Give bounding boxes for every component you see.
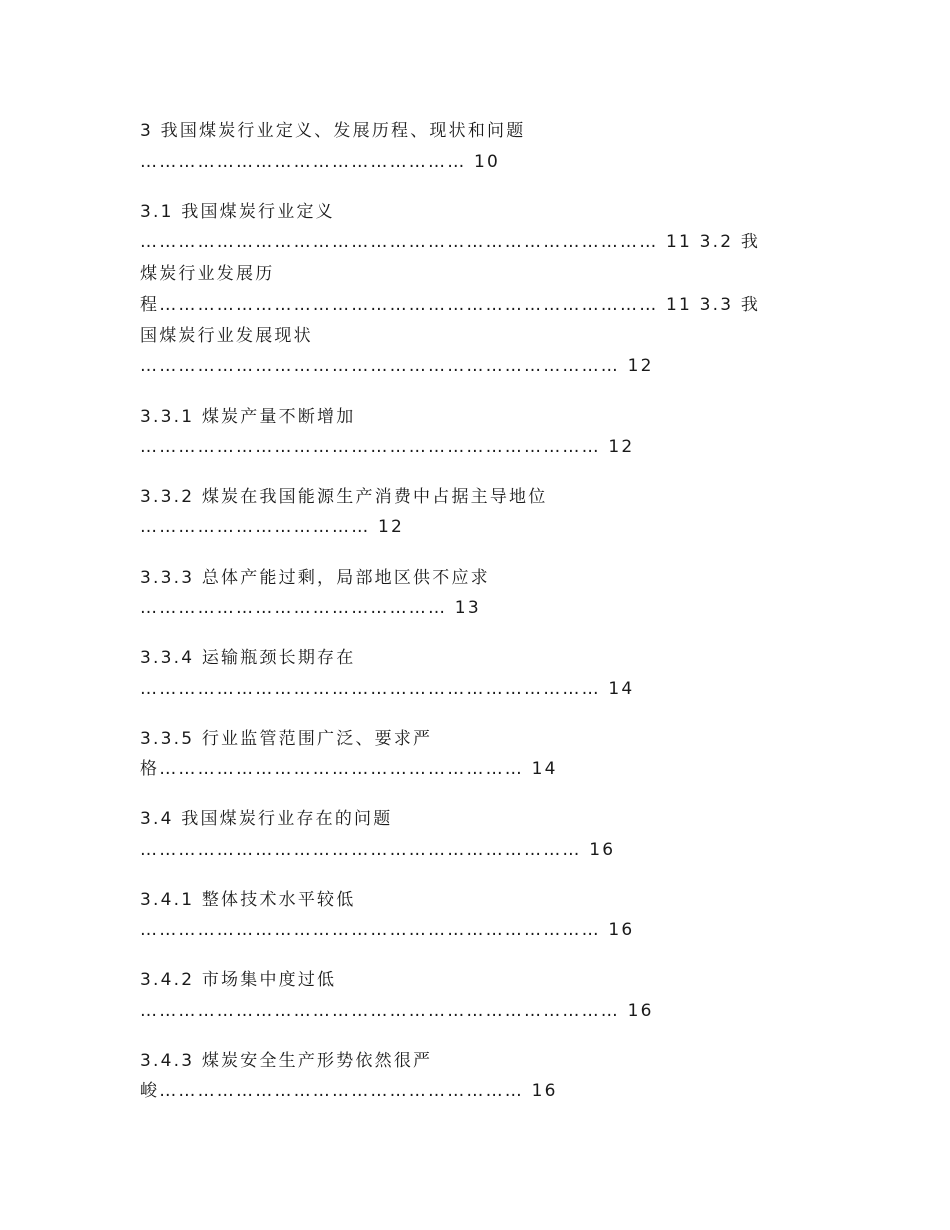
toc-line: …………………………………………… 10 [140, 152, 501, 172]
toc-line: ……………………………………………………………… 14 [140, 679, 635, 699]
toc-line: 格………………………………………………… 14 [140, 759, 558, 779]
toc-line: 3.3.1 煤炭产量不断增加 [140, 407, 356, 427]
toc-line: 3.4.2 市场集中度过低 [140, 970, 337, 990]
toc-line: ………………………………………………………………… 12 [140, 356, 654, 376]
toc-line: ………………………………………………………………… 16 [140, 1001, 654, 1021]
toc-line: 程…………………………………………………………………… 11 3.3 我 [140, 295, 761, 315]
toc-line: 峻………………………………………………… 16 [140, 1081, 558, 1101]
toc-line: 3.4.1 整体技术水平较低 [140, 890, 356, 910]
toc-line: 3.3.2 煤炭在我国能源生产消费中占据主导地位 [140, 487, 548, 507]
toc-line: 3.4.3 煤炭安全生产形势依然很严 [140, 1051, 433, 1071]
toc-line: 3.3.4 运输瓶颈长期存在 [140, 648, 356, 668]
toc-line: 国煤炭行业发展现状 [140, 326, 313, 346]
toc-line: ……………………………………………………………… 16 [140, 920, 635, 940]
toc-line: …………………………………………………………… 16 [140, 840, 616, 860]
toc-line: 3 我国煤炭行业定义、发展历程、现状和问题 [140, 121, 526, 141]
toc-line: 煤炭行业发展历 [140, 264, 275, 284]
toc-line: ……………………………… 12 [140, 517, 405, 537]
toc-line: 3.3.5 行业监管范围广泛、要求严 [140, 729, 433, 749]
toc-line: ……………………………………………………………… 12 [140, 437, 635, 457]
toc-line: 3.1 我国煤炭行业定义 [140, 202, 335, 222]
toc-line: 3.4 我国煤炭行业存在的问题 [140, 809, 393, 829]
toc-line: 3.3.3 总体产能过剩，局部地区供不应求 [140, 568, 490, 588]
toc-line: ………………………………………… 13 [140, 598, 481, 618]
toc-line: ……………………………………………………………………… 11 3.2 我 [140, 232, 761, 252]
